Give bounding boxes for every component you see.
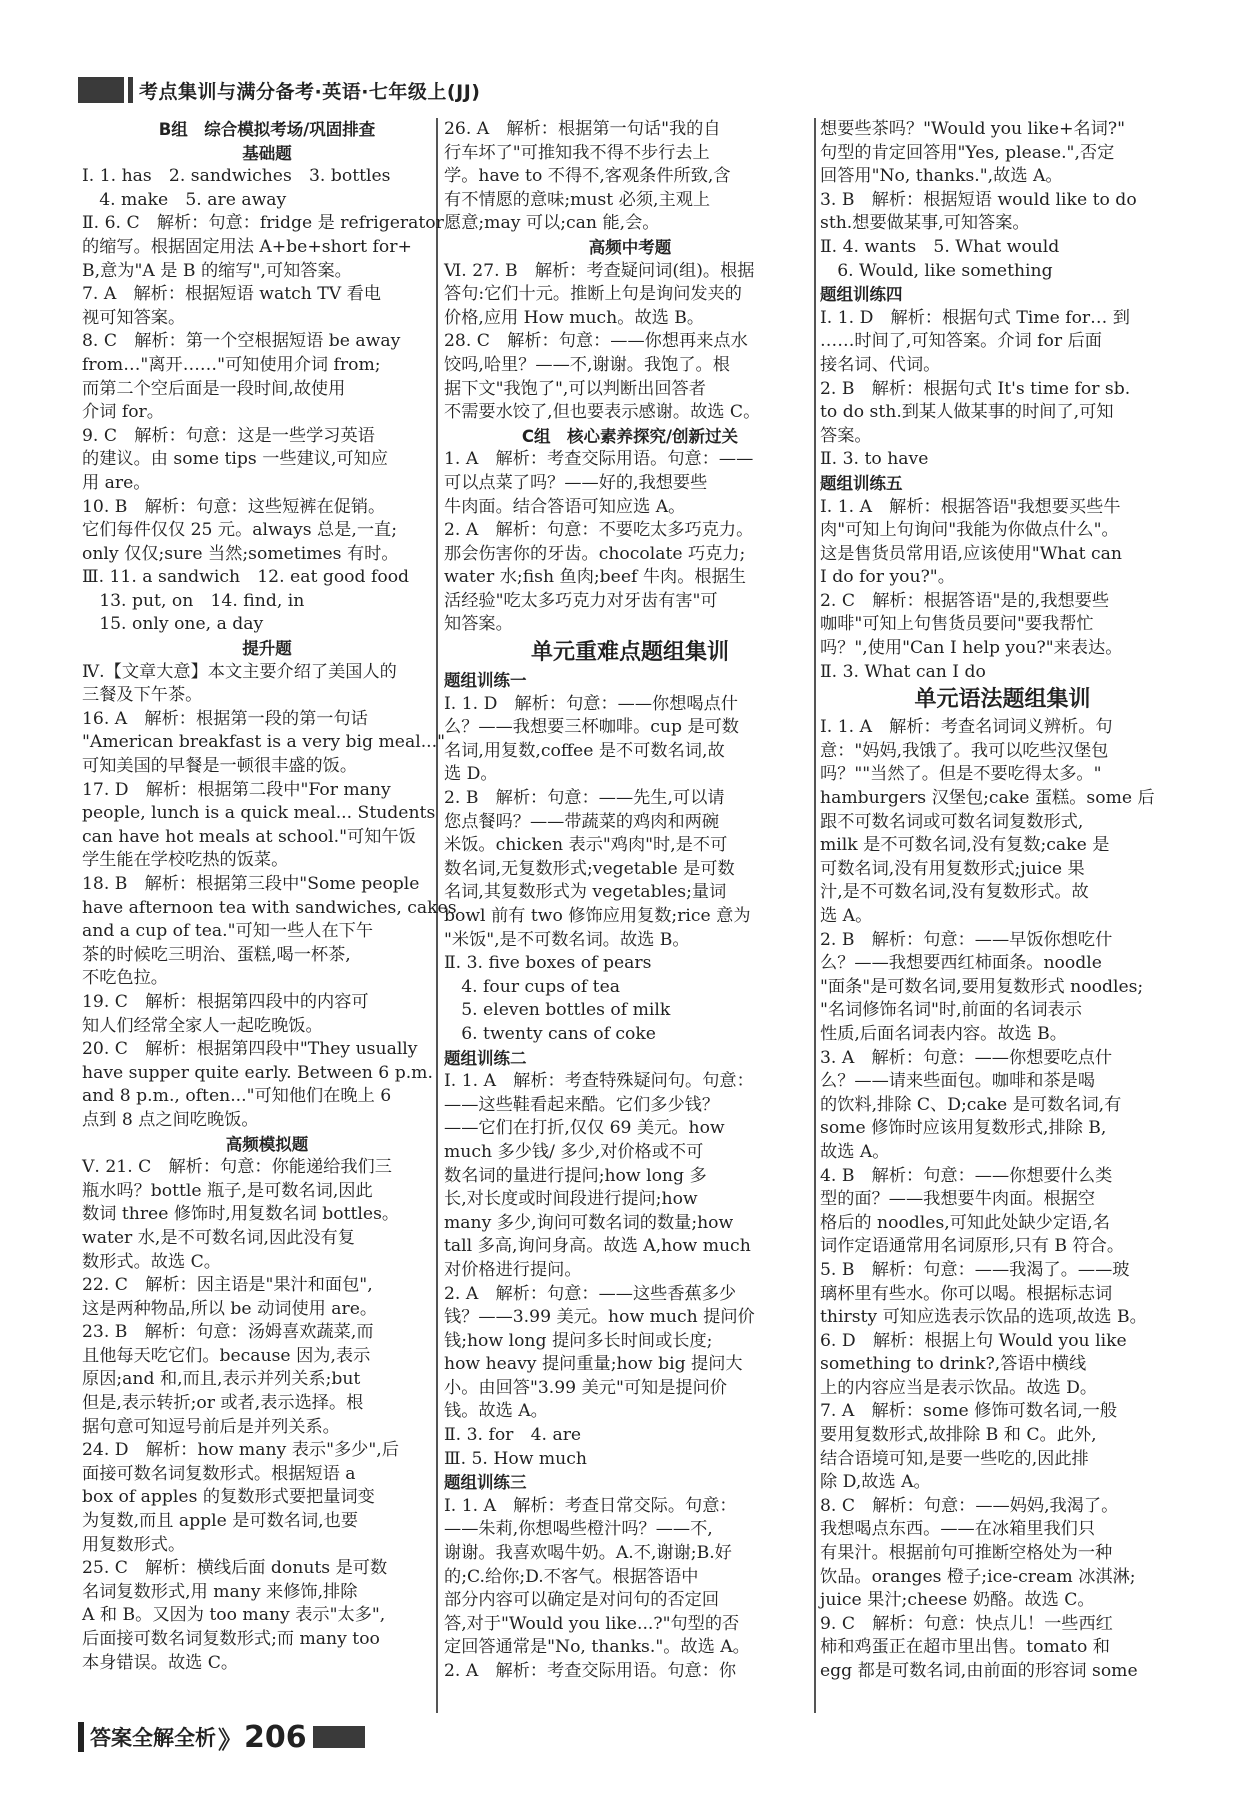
answer-line: much 多少钱/ 多少,对价格或不可 [444,1141,704,1162]
footer-arrows-icon: 》 [218,1725,242,1754]
answer-column-3 [820,118,1185,1684]
answer-line: 28. C 解析：句意：——你想再来点水 [444,331,748,352]
answer-line: 18. B 解析：根据第三段中"Some people [82,874,420,894]
answer-line: 名词,其复数形式为 vegetables;量词 [444,882,727,903]
answer-line: 这是两种物品,所以 be 动词使用 are。 [82,1298,378,1319]
answer-line: and a cup of tea."可知一些人在下午 [82,921,374,942]
answer-line: 有不情愿的意味;must 必须,主观上 [444,189,711,210]
answer-line: 这是售货员常用语,应该使用"What can [820,543,1122,564]
answer-line: 26. A 解析：根据第一句话"我的自 [444,119,721,139]
answer-line: 数名词,无复数形式;vegetable 是可数 [444,858,735,879]
answer-line: to do sth.到某人做某事的时间了,可知 [820,402,1114,423]
answer-line: 4. make 5. are away [82,189,287,210]
answer-line: 据下文"我饱了",可以判断出回答者 [444,378,706,399]
answer-line: 要用复数形式,故排除 B 和 C。此外, [820,1425,1097,1446]
subsection-heading: C组 核心素养探究/创新过关 [521,426,739,446]
answer-line: 部分内容可以确定是对问句的否定回 [444,1590,720,1611]
answer-line: 而第二个空后面是一段时间,故使用 [82,378,346,399]
answer-line: 上的内容应当是表示饮品。故选 D。 [820,1377,1098,1398]
answer-line: 的饮料,排除 C、D;cake 是可数名词,有 [820,1094,1122,1115]
answer-line: 25. C 解析：横线后面 donuts 是可数 [82,1558,388,1579]
subsection-heading: B组 综合模拟考场/巩固排查 [158,120,376,139]
answer-line: 米饭。chicken 表示"鸡肉"时,是不可 [444,835,728,856]
answer-line: 咖啡"可知上句售货员要问"要我帮忙 [820,614,1094,635]
answer-line: 汁,是不可数名词,没有复数形式。故 [820,882,1089,903]
subsection-heading: 提升题 [242,639,292,659]
answer-line: 可知美国的早餐是一顿很丰盛的饭。 [82,756,358,777]
answer-line: 的缩写。根据固定用法 A+be+short for+ [82,236,412,257]
answer-line: 3. B 解析：根据短语 would like to do [820,189,1137,210]
page-number: 206 [244,1719,307,1755]
answer-line: 6. twenty cans of coke [444,1023,656,1044]
answer-line: 肉"可知上句询问"我能为你做点什么"。 [820,520,1119,541]
answer-line: and 8 p.m., often..."可知他们在晚上 6 [82,1086,392,1107]
answer-line: 4. four cups of tea [444,976,620,997]
answer-line: 长,对长度或时间段进行提问;how [444,1189,698,1210]
answer-line: 跟不可数名词或可数名词复数形式, [820,811,1084,832]
answer-line: can have hot meals at school."可知午饭 [82,826,416,847]
answer-line: 答,对于"Would you like...?"句型的否 [444,1613,740,1634]
answer-line: water 水;fish 鱼肉;beef 牛肉。根据生 [444,567,746,588]
answer-line: Ⅳ.【文章大意】本文主要介绍了美国人的 [82,661,397,682]
answer-column-1 [82,118,457,1675]
answer-line: 钱;how long 提问多长时间或长度; [444,1330,713,1351]
answer-line: sth.想要做某事,可知答案。 [820,213,1030,234]
header-title: 考点集训与满分备考·英语·七年级上(JJ) [139,80,481,103]
answer-line: 学生能在学校吃热的饭菜。 [82,850,289,871]
answer-line: 故选 A。 [820,1141,890,1162]
subsection-heading: 高频中考题 [588,237,672,257]
group-label: 题组训练一 [444,671,527,691]
answer-line: 的;C.给你;D.不客气。根据答语中 [444,1566,699,1587]
answer-line: 对价格进行提问。 [444,1259,582,1280]
section-heading: 单元语法题组集训 [914,687,1091,713]
answer-line: 23. B 解析：句意：汤姆喜欢蔬菜,而 [82,1322,374,1343]
answer-line: 定回答通常是"No, thanks."。故选 A。 [444,1637,750,1658]
answer-line: Ⅰ. 1. A 解析：考查特殊疑问句。句意： [444,1071,754,1092]
footer-label: 答案全解全析 [90,1726,216,1750]
answer-line: 后面接可数名词复数形式;而 many too [82,1629,380,1649]
answer-line: 吗？""当然了。但是不要吃得太多。" [820,764,1102,785]
answer-line: many 多少,询问可数名词的数量;how [444,1212,734,1233]
answer-line: 您点餐吗？——带蔬菜的鸡肉和两碗 [444,811,720,832]
answer-line: 2. B 解析：根据句式 It's time for sb. [820,378,1131,399]
answer-line: 1. A 解析：考查交际用语。句意：—— [444,449,754,470]
answer-line: how heavy 提问重量;how big 提问大 [444,1354,743,1375]
answer-line: 愿意;may 可以;can 能,会。 [444,213,660,234]
answer-line: 价格,应用 How much。故选 B。 [444,307,705,328]
answer-line: 5. eleven bottles of milk [444,1000,671,1021]
answer-line: B,意为"A 是 B 的缩写",可知答案。 [82,260,352,281]
answer-line: hamburgers 汉堡包;cake 蛋糕。some 后 [820,788,1155,809]
answer-line: 那会伤害你的牙齿。chocolate 巧克力; [444,543,746,564]
answer-line: 名词复数形式,用 many 来修饰,排除 [82,1581,358,1602]
answer-line: 意："妈妈,我饿了。我可以吃些汉堡包 [820,740,1109,761]
answer-line: 格后的 noodles,可知此处缺少定语,名 [820,1212,1110,1233]
answer-line: 柿和鸡蛋正在超市里出售。tomato 和 [820,1637,1110,1658]
answer-line: Ⅲ. 11. a sandwich 12. eat good food [82,567,410,588]
answer-line: 行车坏了"可推知我不得不步行去上 [444,142,710,163]
answer-line: 介词 for。 [82,402,164,423]
answer-line: 用复数形式。 [82,1534,186,1555]
answer-line: Ⅵ. 27. B 解析：考查疑问词(组)。根据 [444,260,755,281]
answer-line: 谢谢。我喜欢喝牛奶。A.不,谢谢;B.好 [444,1543,732,1564]
answer-column-2 [444,118,816,1684]
answer-line: 选 D。 [444,764,498,785]
answer-line: I do for you?"。 [820,567,955,588]
answer-line: ……时间了,可知答案。介词 for 后面 [820,331,1102,352]
answer-line: juice 果汁;cheese 奶酪。故选 C。 [820,1590,1095,1611]
answer-line: 点到 8 点之间吃晚饭。 [82,1109,259,1130]
answer-line: milk 是不可数名词,没有复数;cake 是 [820,835,1110,856]
answer-line: A 和 B。又因为 too many 表示"太多", [82,1605,386,1626]
answer-line: 9. C 解析：句意：这是一些学习英语 [82,425,375,446]
answer-line: 知答案。 [444,614,513,635]
page-header [78,74,480,106]
group-label: 题组训练三 [444,1473,527,1493]
answer-line: only 仅仅;sure 当然;sometimes 有时。 [82,543,399,564]
answer-line: 2. B 解析：句意：——先生,可以请 [444,788,725,809]
answer-line: 本身错误。故选 C。 [82,1652,239,1673]
answer-line: ——这些鞋看起来酷。它们多少钱？ [444,1094,720,1115]
answer-line: Ⅰ. 1. D 解析：根据句式 Time for… 到 [820,307,1130,328]
answer-line: 用 are。 [82,472,151,493]
answer-line: 17. D 解析：根据第二段中"For many [82,779,391,800]
answer-line: 据句意可知逗号前后是并列关系。 [82,1416,340,1437]
answer-line: 3. A 解析：句意：——你想要吃点什 [820,1047,1113,1068]
answer-line: 小。由回答"3.99 美元"可知是提问价 [444,1377,727,1398]
answer-line: 选 A。 [820,906,873,926]
answer-line: 学。have to 不得不,客观条件所致,含 [444,166,731,187]
answer-line: 16. A 解析：根据第一段的第一句话 [82,708,368,729]
answer-line: 名词,用复数,coffee 是不可数名词,故 [444,740,725,761]
answer-line: 接名词、代词。 [820,354,941,375]
answer-line: 20. C 解析：根据第四段中"They usually [82,1039,418,1060]
answer-line: 知人们经常全家人一起吃晚饭。 [82,1015,323,1036]
answer-line: 13. put, on 14. find, in [82,590,305,611]
answer-line: 2. B 解析：句意：——早饭你想吃什 [820,929,1113,950]
answer-line: Ⅰ. 1. D 解析：句意：——你想喝点什 [444,693,738,714]
answer-line: 么？——我想要西红柿面条。noodle [820,953,1102,974]
answer-line: 原因;and 和,而且,表示并列关系;but [82,1369,361,1390]
answer-line: 瓶水吗？bottle 瓶子,是可数名词,因此 [82,1180,373,1201]
answer-line: "名词修饰名词"时,前面的名词表示 [820,1000,1082,1021]
answer-line: 不吃色拉。 [82,968,168,989]
answer-line: 吗？",使用"Can I help you?"来表达。 [820,638,1123,659]
answer-line: some 修饰时应该用复数形式,排除 B, [820,1118,1107,1139]
answer-line: 2. C 解析：根据答语"是的,我想要些 [820,590,1110,611]
answer-line: Ⅴ. 21. C 解析：句意：你能递给我们三 [82,1157,392,1178]
answer-line: 2. A 解析：考查交际用语。句意：你 [444,1661,737,1681]
answer-line: 句型的肯定回答用"Yes, please.",否定 [820,142,1115,163]
answer-line: 牛肉面。结合答语可知应选 A。 [444,496,686,517]
footer-block-icon [313,1726,365,1748]
answer-line: Ⅰ. 1. has 2. sandwiches 3. bottles [82,166,391,187]
answer-line: 有果汁。根据前句可推断空格处为一种 [820,1543,1113,1564]
answer-line: Ⅱ. 3. What can I do [820,661,986,682]
answer-line: 璃杯里有些水。你可以喝。根据标志词 [820,1283,1113,1304]
answer-line: 数形式。故选 C。 [82,1251,221,1272]
answer-line: 2. A 解析：句意：不要吃太多巧克力。 [444,520,754,541]
header-bar-icon [128,77,133,103]
answer-line: 结合语境可知,是要一些吃的,因此排 [820,1448,1089,1469]
answer-line: 可数名词,没有用复数形式;juice 果 [820,858,1085,879]
answer-line: 饺吗,哈里？——不,谢谢。我饱了。根 [444,354,730,375]
group-label: 题组训练五 [820,473,903,493]
answer-line: Ⅱ. 3. five boxes of pears [444,953,652,974]
answer-line: 不需要水饺了,但也要表示感谢。故选 C。 [444,402,761,423]
answer-line: 但是,表示转折;or 或者,表示选择。根 [82,1393,364,1414]
answer-line: 7. A 解析：根据短语 watch TV 看电 [82,284,381,305]
answer-line: 8. C 解析：第一个空根据短语 be away [82,331,401,352]
answer-line: 视可知答案。 [82,307,186,328]
answer-line: 茶的时候吃三明治、蛋糕,喝一杯茶, [82,944,351,965]
section-heading: 单元重难点题组集训 [530,640,729,666]
answer-line: 6. Would, like something [820,260,1053,281]
answer-line: 么？——我想要三杯咖啡。cup 是可数 [444,717,739,738]
answer-line: "面条"是可数名词,要用复数形式 noodles; [820,976,1144,997]
answer-line: Ⅰ. 1. A 解析：根据答语"我想要买些牛 [820,496,1121,517]
answer-line: Ⅱ. 3. to have [820,449,929,470]
answer-line: 性质,后面名词表内容。故选 B。 [820,1023,1067,1044]
answer-line: 型的面？——我想要牛肉面。根据空 [820,1189,1096,1210]
answer-line: 答句:它们十元。推断上句是询问发夹的 [444,284,742,305]
answer-line: water 水,是不可数名词,因此没有复 [82,1227,355,1248]
answer-line: 6. D 解析：根据上句 Would you like [820,1330,1127,1351]
answer-line: 22. C 解析：因主语是"果汁和面包", [82,1275,373,1296]
answer-line: 三餐及下午茶。 [82,685,203,706]
page-footer [78,1720,365,1754]
answer-line: 2. A 解析：句意：——这些香蕉多少 [444,1283,737,1304]
answer-line: 钱？——3.99 美元。how much 提问价 [444,1307,755,1328]
answer-line: 可以点菜了吗？——好的,我想要些 [444,472,708,493]
answer-line: Ⅰ. 1. A 解析：考查日常交际。句意： [444,1495,737,1516]
answer-line: 钱。故选 A。 [444,1401,548,1422]
answer-line: 么？——请来些面包。咖啡和茶是喝 [820,1071,1096,1092]
answer-line: 的建议。由 some tips 一些建议,可知应 [82,449,388,470]
answer-line: 5. B 解析：句意：——我渴了。——玻 [820,1259,1130,1280]
answer-line: 面接可数名词复数形式。根据短语 a [82,1463,356,1484]
answer-line: Ⅱ. 6. C 解析：句意：fridge 是 refrigerator [82,213,444,234]
footer-bar-icon [78,1722,84,1752]
answer-line: Ⅱ. 4. wants 5. What would [820,236,1060,257]
subsection-heading: 基础题 [242,143,292,163]
answer-line: thirsty 可知应选表示饮品的选项,故选 B。 [820,1307,1147,1328]
subsection-heading: 高频模拟题 [225,1134,309,1154]
answer-line: 15. only one, a day [82,614,264,635]
answer-line: 数词 three 修饰时,用复数名词 bottles。 [82,1204,400,1225]
answer-line: something to drink?,答语中横线 [820,1354,1087,1375]
answer-line: 我想喝点东西。——在冰箱里我们只 [820,1519,1096,1540]
answer-line: 4. B 解析：句意：——你想要什么类 [820,1165,1113,1186]
answer-line: 9. C 解析：句意：快点儿！一些西红 [820,1613,1113,1634]
group-label: 题组训练二 [444,1048,527,1068]
group-label: 题组训练四 [820,285,903,305]
answer-line: Ⅰ. 1. A 解析：考查名词词义辨析。句 [820,717,1113,738]
answer-line: people, lunch is a quick meal... Students [82,803,436,824]
answer-line: "American breakfast is a very big meal..." [82,732,445,753]
answer-line: Ⅱ. 3. for 4. are [444,1425,582,1446]
answer-line: 答案。 [820,425,872,446]
answer-line: 8. C 解析：句意：——妈妈,我渴了。 [820,1495,1119,1516]
answer-line: ——朱莉,你想喝些橙汁吗？——不, [444,1519,713,1540]
answer-line: from…"离开……"可知使用介词 from; [82,354,381,375]
answer-line: Ⅲ. 5. How much [444,1448,587,1469]
answer-line: 7. A 解析：some 修饰可数名词,一般 [820,1401,1118,1422]
answer-line: 数名词的量进行提问;how long 多 [444,1165,707,1186]
answer-line: tall 多高,询问身高。故选 A,how much [444,1236,751,1257]
answer-line: 除 D,故选 A。 [820,1472,931,1493]
answer-line: 回答用"No, thanks.",故选 A。 [820,166,1063,187]
answer-line: box of apples 的复数形式要把量词变 [82,1487,375,1508]
answer-line: 10. B 解析：句意：这些短裤在促销。 [82,496,386,517]
answer-line: 活经验"吃太多巧克力对牙齿有害"可 [444,590,718,611]
answer-line: bowl 前有 two 修饰应用复数;rice 意为 [444,906,751,926]
answer-line: "米饭",是不可数名词。故选 B。 [444,929,690,950]
answer-line: 且他每天吃它们。because 因为,表示 [82,1345,371,1366]
answer-line: 为复数,而且 apple 是可数名词,也要 [82,1511,359,1532]
answer-line: 饮品。oranges 橙子;ice-cream 冰淇淋; [820,1566,1136,1587]
answer-line: 19. C 解析：根据第四段中的内容可 [82,991,369,1012]
answer-line: 它们每件仅仅 25 元。always 总是,一直; [82,520,397,541]
answer-line: have supper quite early. Between 6 p.m. [82,1062,433,1083]
answer-line: egg 都是可数名词,由前面的形容词 some [820,1661,1138,1681]
answer-line: 想要些茶吗？"Would you like+名词?" [820,119,1125,139]
answer-line: have afternoon tea with sandwiches, cakes [82,897,457,918]
answer-line: 24. D 解析：how many 表示"多少",后 [82,1440,399,1461]
answer-line: ——它们在打折,仅仅 69 美元。how [444,1118,725,1139]
answer-line: 词作定语通常用名词原形,只有 B 符合。 [820,1236,1125,1257]
header-block-icon [78,77,124,103]
